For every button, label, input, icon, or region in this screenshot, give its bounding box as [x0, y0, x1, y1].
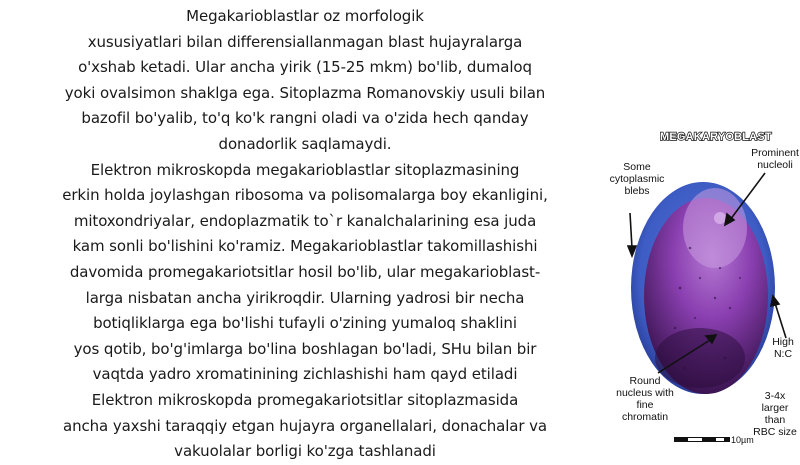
- megakaryoblast-figure: [600, 128, 800, 449]
- text-line: vaqtda yadro xromatinining zichlashishi ham qayd etiladi: [92, 365, 518, 384]
- text-line: botiqliklarga ega bo'lishi tufayli o'zining yumaloq shaklini: [93, 314, 517, 333]
- label-high-nc: High N:C: [772, 336, 794, 360]
- scale-bar-gap: [688, 438, 702, 441]
- nucleolus: [714, 212, 726, 224]
- text-line: o'xshab ketadi. Ular ancha yirik (15-25 mkm) bo'lib, dumaloq: [78, 58, 532, 77]
- scale-label: 10µm: [731, 435, 754, 445]
- text-line: bazofil bo'yalib, to'q ko'k rangni oladi va o'zida hech qanday: [81, 109, 529, 128]
- text-line: vakuolalar borligi ko'zga tashlanadi: [174, 442, 436, 461]
- scale-bar-gap: [716, 438, 724, 441]
- body-text: [40, 4, 570, 465]
- label-blebs: Some cytoplasmic blebs: [609, 161, 665, 197]
- text-line: yos qotib, bo'g'imlarga bo'lina boshlagan bo'ladi, SHu bilan bir: [73, 339, 537, 358]
- text-line: larga nisbatan ancha yirikroqdir. Ularning yadrosi bir necha: [85, 288, 525, 307]
- text-line: Elektron mikroskopda promegakariotsitlar sitoplazmasida: [91, 390, 519, 409]
- text-line: yoki ovalsimon shaklga ega. Sitoplazma Romanovskiy usuli bilan: [64, 83, 546, 102]
- text-line: xususiyatlari bilan differensiallanmagan blast hujayralarga: [87, 32, 523, 51]
- figure-title: MEGAKARYOBLAST: [660, 131, 772, 143]
- text-line: erkin holda joylashgan ribosoma va polisomalarga boy ekanligini,: [62, 186, 548, 205]
- text-line: davomida promegakariotsitlar hosil bo'lib, ular megakarioblast-: [69, 262, 541, 281]
- text-line: Elektron mikroskopda megakarioblastlar sitoplazmasining: [90, 160, 520, 179]
- text-line: donadorlik saqlamaydi.: [218, 134, 392, 153]
- label-nucleoli: Prominent nucleoli: [751, 147, 799, 171]
- label-round-nucleus: Round nucleus with fine chromatin: [616, 375, 674, 423]
- label-size: 3-4x larger than RBC size: [753, 390, 797, 438]
- text-line: ancha yaxshi taraqqiy etgan hujayra organellalari, donachalar va: [63, 416, 547, 435]
- text-line: Megakarioblastlar oz morfologik: [186, 7, 424, 25]
- text-line: mitoxondriyalar, endoplazmatik to`r kanalchalarining esa juda: [73, 211, 537, 230]
- text-line: kam sonli bo'lishini ko'ramiz. Megakarioblastlar takomillashishi: [72, 237, 538, 256]
- nucleus-highlight: [683, 188, 747, 268]
